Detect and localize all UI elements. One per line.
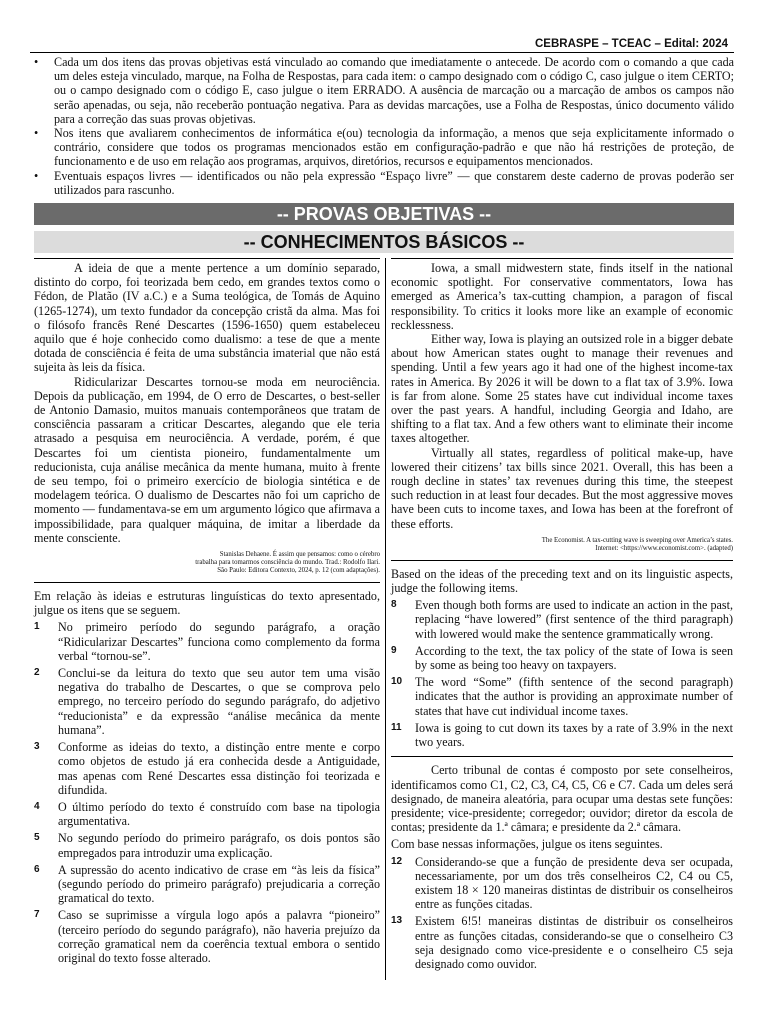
question-text: Even though both forms are used to indicate an action in the past, replacing “have lowered” (first sentence of the third paragraph) with lowered would make the sentence grammatically wrong.	[415, 598, 733, 641]
passage-paragraph: Iowa, a small midwestern state, finds itself in the national economic spotlight. For conservative commentators, Iowa has emerged as America’s tax-cutting champion, a paragon of fiscal responsibility. To critics it looks more like an example of economic recklessness.	[391, 261, 733, 332]
passage-source	[391, 537, 733, 553]
passage-paragraph: A ideia de que a mente pertence a um domínio separado, distinto do corpo, foi teorizada bem cedo, em grandes textos como o Fédon, de Platão (IV a.C.) e a Suma teológica, de Tomás de Aquino (1265-1274), um texto fundador da concepção cristã da alma. Mas foi o filósofo francês René Descartes (1596-1650) quem estabeleceu aquilo que é hoje conhecido como dualismo: a tese de que a mente dotada de consciência é feita de uma substância imaterial que não está sujeita às leis da física.	[34, 261, 380, 375]
question-number: 5	[34, 832, 40, 844]
section-divider	[391, 756, 733, 757]
question-list	[391, 855, 733, 972]
instruction-item	[34, 55, 734, 126]
question-text: Iowa is going to cut down its taxes by a rate of 3.9% in the next two years.	[415, 720, 733, 750]
source-line: Internet: <https://www.economist.com>. (adapted)	[595, 544, 733, 552]
page-header	[30, 33, 734, 53]
column-divider	[385, 258, 386, 980]
question-item	[391, 721, 733, 749]
question-list	[391, 598, 733, 749]
question-item	[391, 644, 733, 672]
question-item	[391, 675, 733, 718]
instruction-text: Eventuais espaços livres — identificados ou não pela expressão “Espaço livre” — que constarem deste caderno de provas poderão ser utilizados para rascunho.	[54, 168, 734, 197]
question-number: 13	[391, 915, 403, 927]
question-number: 3	[34, 741, 40, 753]
source-line: The Economist. A tax-cutting wave is sweeping over America’s states.	[541, 536, 733, 544]
instruction-item	[34, 126, 734, 169]
question-text: No segundo período do primeiro parágrafo, os dois pontos são empregados para introduzir uma explicação.	[58, 831, 380, 860]
bullet-icon: •	[34, 168, 39, 183]
question-number: 12	[391, 855, 403, 867]
question-text: Caso se suprimisse a vírgula logo após a palavra “pioneiro” (terceiro período do segundo parágrafo), não haveria prejuízo da correção gramatical nem da coerência textual embora o sentido original do texto fosse alterado.	[58, 908, 380, 965]
question-number: 1	[34, 621, 40, 633]
question-number: 10	[391, 676, 403, 688]
question-text: Existem 6!5! maneiras distintas de distribuir os conselheiros entre as funções citadas, considerando-se que o conselheiro C3 seja designado como vice-presidente e o conselheiro C5 seja designado como ouvidor.	[415, 914, 733, 971]
bullet-icon: •	[34, 55, 39, 69]
question-item	[34, 908, 380, 965]
exam-id: CEBRASPE – TCEAC – Edital: 2024	[534, 38, 728, 50]
bullet-icon: •	[34, 126, 39, 141]
question-text: O último período do texto é construído com base na tipologia argumentativa.	[58, 799, 380, 829]
passage-paragraph: Either way, Iowa is playing an outsized role in a bigger debate about how American states ought to manage their revenues and spending. Until a few years ago it had one of the highest income-tax rates in America. By 2026 it will be down to a flat tax of 3.9%. Iowa is far from alone. Some 25 states have cut individual income taxes over the past years. A handful, including Georgia and Idaho, are shifting to a flat tax. And a few others want to eliminate their income taxes altogether.	[391, 332, 733, 446]
question-number: 2	[34, 667, 40, 679]
question-item	[34, 740, 380, 797]
left-column	[34, 258, 380, 965]
question-item	[391, 914, 733, 971]
question-text: The word “Some” (fifth sentence of the second paragraph) indicates that the author is providing an approximate number of states that have cut individual income taxes.	[415, 675, 733, 718]
question-number: 6	[34, 863, 40, 875]
question-item	[34, 620, 380, 663]
instructions	[34, 55, 734, 197]
question-item	[34, 800, 380, 828]
questions-lead: Em relação às ideias e estruturas linguísticas do texto apresentado, julgue os itens que se seguem.	[34, 589, 380, 618]
question-text: Conforme as ideias do texto, a distinção entre mente e corpo como objetos de estudo já era conhecida desde a Antiguidade, mas apenas com René Descartes essa distinção foi teorizada e difundida.	[58, 740, 380, 797]
section-divider	[34, 582, 380, 583]
source-line: São Paulo: Editora Contexto, 2024, p. 12 (com adaptações).	[217, 567, 380, 575]
section-divider	[391, 560, 733, 561]
question-item	[34, 831, 380, 859]
source-line: Stanislas Dehaene. É assim que pensamos: como o cérebro	[219, 551, 380, 559]
question-item	[34, 863, 380, 906]
questions-lead: Com base nessas informações, julgue os itens seguintes.	[391, 837, 663, 852]
question-text: Considerando-se que a função de presidente deva ser ocupada, necessariamente, por um dos três conselheiros C2, C4 ou C5, existem 18 × 120 maneiras distintas de distribuir os conselheiros entre as funções citadas.	[415, 854, 733, 912]
question-number: 11	[391, 721, 402, 733]
source-line: trabalha para tomarmos consciência do mundo. Trad.: Rodolfo Ilari.	[195, 559, 380, 567]
right-column	[391, 258, 733, 971]
section-banner: -- CONHECIMENTOS BÁSICOS --	[34, 231, 734, 253]
question-text: According to the text, the tax policy of the state of Iowa is seen by some as being too heavy on taxpayers.	[415, 643, 733, 673]
question-item	[391, 598, 733, 641]
questions-lead: Based on the ideas of the preceding text and on its linguistic aspects, judge the following items.	[391, 566, 733, 596]
instruction-text: Nos itens que avaliarem conhecimentos de informática e(ou) tecnologia da informação, a menos que seja explicitamente informado o contrário, considere que todos os programas mencionados estão em configuração-padrão e que não há restrições de proteção, de funcionamento e de uso em relação aos programas, arquivos, diretórios, recursos e equipamentos mencionados.	[54, 126, 734, 169]
main-banner: -- PROVAS OBJETIVAS --	[34, 203, 734, 225]
question-list	[34, 620, 380, 965]
passage-paragraph: Ridicularizar Descartes tornou-se moda em neurociência. Depois da publicação, em 1994, de O erro de Descartes, o best-seller de Antonio Damasio, muitos manuais contemporâneos que tratam de consciência passaram a criticar Descartes, alegando que ele teria atrasado a pesquisa em neurociência. A verdade, porém, é que Descartes foi um cientista pioneiro, fundamentalmente um reducionista, cuja análise mecânica da mente humana, muito à frente de seu tempo, foi o primeiro exercício de biologia sintética e de modelagem teórica. O dualismo de Descartes não foi um capricho de momento — fundamentava-se em um argumento lógico que afirmava a impossibilidade, para qualquer máquina, de imitar a liberdade da mente consciente.	[34, 374, 380, 545]
instruction-text: Cada um dos itens das provas objetivas está vinculado ao comando que imediatamente o antecede. De acordo com o comando a que cada um deles esteja vinculado, marque, na Folha de Respostas, para cada item: o campo designado com o código C, caso julgue o item CERTO; ou o campo designado com o código E, caso julgue o item ERRADO. A ausência de marcação ou a marcação de ambos os campos não serão apenadas, ou seja, não receberão pontuação negativa. Para as devidas marcações, use a Folha de Respostas, único documento válido para a correção das suas provas objetivas.	[54, 55, 734, 126]
question-number: 8	[391, 599, 397, 611]
instruction-item	[34, 169, 734, 197]
portuguese-passage	[34, 258, 380, 575]
question-number: 4	[34, 800, 40, 812]
passage-paragraph: Virtually all states, regardless of political make-up, have lowered their citizens’ tax bills since 2021. Overall, this has been a rough decline in states’ tax revenues during this time, the steepest such reduction in at least four decades. But the most aggressive moves have been cuts to income taxes, and Iowa has been at the forefront of these efforts.	[391, 445, 733, 531]
math-intro: Certo tribunal de contas é composto por sete conselheiros, identificamos como C1, C2, C3, C4, C5, C6 e C7. Cada um deles será designado, de maneira aleatória, para ocupar uma destas sete funções: presidente; vice-presidente; corregedor; ouvidor; diretor da escola de contas; presidente da 1.ª câmara; e presidente da 2.ª câmara.	[391, 763, 733, 835]
question-text: No primeiro período do segundo parágrafo, a oração “Ridicularizar Descartes” funciona como complemento da forma verbal “tornou-se”.	[58, 620, 380, 663]
question-number: 7	[34, 909, 40, 921]
question-text: Conclui-se da leitura do texto que seu autor tem uma visão negativa do trabalho de Descartes, o que se comprova pelo emprego, no terceiro período do segundo parágrafo, do adjetivo “reducionista” e da expressão “análise mecânica da mente humana”.	[58, 666, 380, 737]
passage-source	[34, 551, 380, 575]
question-text: A supressão do acento indicativo de crase em “às leis da física” (segundo período do primeiro parágrafo) prejudicaria a correção gramatical do texto.	[58, 862, 380, 906]
english-passage	[391, 258, 733, 553]
question-item	[34, 666, 380, 737]
question-number: 9	[391, 644, 397, 656]
question-item	[391, 855, 733, 912]
